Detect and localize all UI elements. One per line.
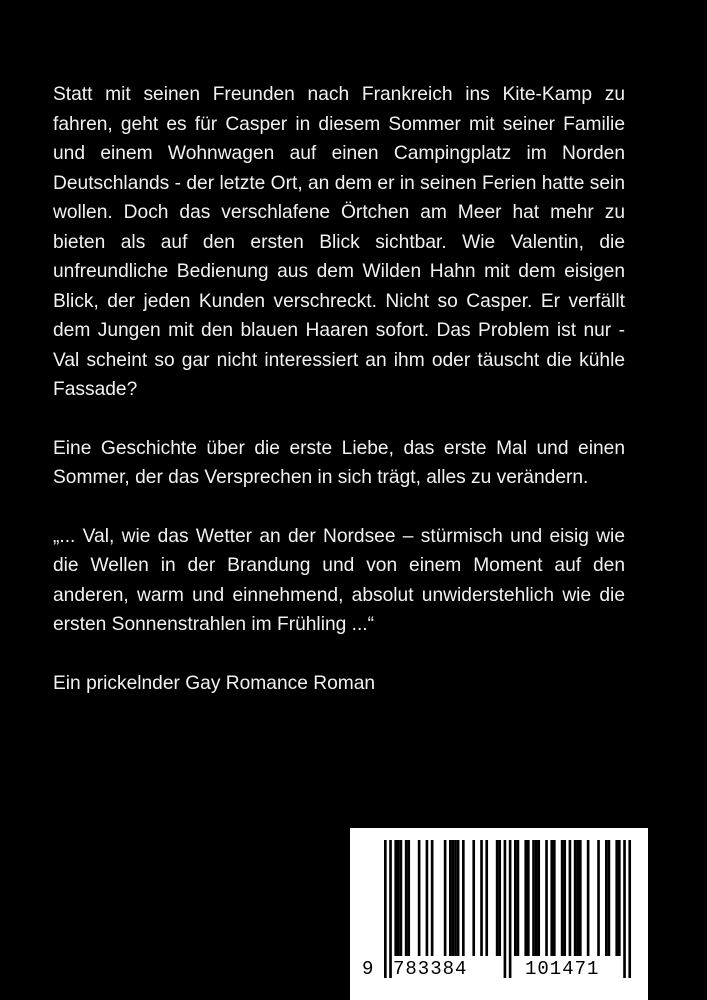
- barcode-bar: [454, 840, 457, 956]
- barcode-digit-first: 9: [362, 958, 375, 980]
- barcode-bar: [457, 840, 460, 956]
- barcode-bar: [615, 840, 618, 956]
- barcode-bar: [574, 840, 577, 956]
- barcode-bar: [498, 840, 501, 956]
- barcode-bar: [394, 840, 397, 956]
- barcode-bar: [462, 840, 465, 956]
- isbn-barcode: [350, 828, 648, 1000]
- barcode-bar: [623, 840, 626, 978]
- barcode-bar: [545, 840, 548, 956]
- barcode-bar: [397, 840, 400, 956]
- barcode-bar: [444, 840, 447, 956]
- barcode-bar: [431, 840, 434, 956]
- barcode-bar: [418, 840, 421, 956]
- barcode-bar: [496, 840, 499, 956]
- barcode-bar: [504, 840, 507, 978]
- barcode-bar: [426, 840, 429, 956]
- back-cover-blurb: [53, 80, 625, 698]
- barcode-bar: [389, 840, 392, 978]
- barcode-bar: [517, 840, 520, 956]
- barcode-bar: [405, 840, 408, 956]
- barcode-bar: [550, 840, 553, 956]
- barcode-bar: [628, 840, 631, 978]
- barcode-bar: [485, 840, 488, 956]
- barcode-bar: [618, 840, 621, 956]
- barcode-bar: [587, 840, 590, 956]
- blurb-paragraph-summary: Eine Geschichte über die erste Liebe, das erste Mal und einen Sommer, der das Versprechen in sich trägt, alles zu verändern.: [53, 437, 625, 488]
- barcode-bar: [597, 840, 600, 956]
- barcode-bar: [524, 840, 527, 956]
- barcode-bar: [400, 840, 403, 956]
- barcode-bar: [514, 840, 517, 956]
- barcode-bar: [563, 840, 566, 956]
- barcode-digits-right: 101471: [525, 958, 600, 980]
- barcode-bar: [561, 840, 564, 956]
- barcode-bar: [553, 840, 556, 956]
- blurb-paragraph-synopsis: Statt mit seinen Freunden nach Frankreich ins Kite-Kamp zu fahren, geht es für Casper in diesem Sommer mit seiner Familie und einem Wohnwagen auf einen Campingplatz im Norden Deutschlands - der letzte Ort, an dem er in seinen Ferien hatte sein wollen. Doch das verschlafene Örtchen am Meer hat mehr zu bieten als auf den ersten Blick sichtbar. Wie Valentin, die unfreundliche Bedienung aus dem Wilden Hahn mit dem eisigen Blick, der jeden Kunden verschreckt. Nicht so Casper. Er verfällt dem Jungen mit den blauen Haaren sofort. Das Problem ist nur - Val scheint so gar nicht interessiert an ihm oder täuscht die kühle Fassade?: [53, 84, 625, 400]
- blurb-paragraph-quote: „... Val, wie das Wetter an der Nordsee – stürmisch und eisig wie die Wellen in der Brandung und von einem Moment auf den anderen, warm und einnehmend, absolut unwiderstehlich wie die ersten Sonnenstrahlen im Frühling ...“: [53, 525, 625, 635]
- barcode-bar: [537, 840, 540, 956]
- barcode-bar: [569, 840, 572, 956]
- barcode-bar: [579, 840, 582, 956]
- blurb-tagline: Ein prickelnder Gay Romance Roman: [53, 672, 376, 694]
- barcode-bar: [472, 840, 475, 956]
- barcode-bar: [608, 840, 611, 956]
- barcode-bar: [576, 840, 579, 956]
- barcode-digits-left: 783384: [393, 958, 468, 980]
- barcode-bar: [532, 840, 535, 956]
- barcode-bar: [407, 840, 410, 956]
- barcode-bar: [449, 840, 452, 956]
- barcode-bar: [509, 840, 512, 978]
- barcode-bar: [605, 840, 608, 956]
- barcode-bar: [480, 840, 483, 956]
- barcode-bar: [452, 840, 455, 956]
- barcode-bar: [535, 840, 538, 956]
- barcode-bar: [527, 840, 530, 956]
- barcode-bar: [384, 840, 387, 978]
